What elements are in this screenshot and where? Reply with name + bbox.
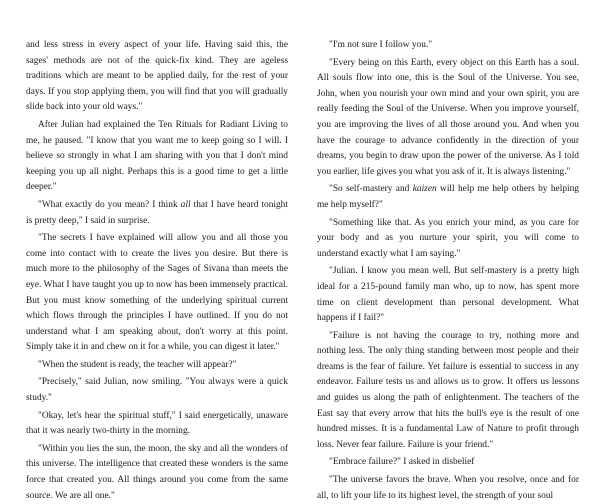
left-paragraph-7: "Okay, let's hear the spiritual stuff," I said energetically, unaware that it was nearly two-thirty in the morning. xyxy=(26,410,288,437)
left-page xyxy=(26,38,288,504)
right-paragraph-5: "Julian. I know you mean well. But self-mastery is a pretty high ideal for a 215-pound family man who, up to now, has spent more time on client development than personal development. What happens if I fail?" xyxy=(317,266,579,324)
right-paragraph-7: "Embrace failure?" I asked in disbelief xyxy=(329,457,475,468)
right-page xyxy=(317,38,579,504)
left-paragraph-4: "The secrets I have explained will allow you and all those you come into contact with to create the lives you desire. But there is much more to the philosophy of the Sages of Sivana than meets the eye. What I have taught you up to now has been immensely practical. But you must know something of the underlying spiritual current which flows through the principles I have outlined. If you do not understand what I am speaking about, don't worry at this point. Simply take it in and chew on it for a while, you can digest it later." xyxy=(26,233,288,353)
right-paragraph-4: "Something like that. As you enrich your mind, as you care for your body and as you nurture your spirit, you will come to understand exactly what I am saying." xyxy=(317,217,579,259)
left-paragraph-6: "Precisely," said Julian, now smiling. "You always were a quick study." xyxy=(26,377,288,404)
right-paragraph-3: "So self-mastery and kaizen will help me help others by helping me help myself?" xyxy=(317,184,579,210)
left-paragraph-5: "When the student is ready, the teacher will appear?" xyxy=(38,359,237,370)
left-paragraph-1: and less stress in every aspect of your life. Having said this, the sages' methods are not of the quick-fix kind. They are ageless traditions which are meant to be applied daily, for the rest of your days. If you stop applying them, you will find that you will gradually slide back into your old ways." xyxy=(26,40,288,113)
right-paragraph-6: "Failure is not having the courage to try, nothing more and nothing less. The only thing standing between most people and their dreams is the fear of failure. Yet failure is essential to success in any endeavor. Failure tests us and allows us to grow. It offers us lessons and guides us along the path of enlightenment. The teachers of the East say that every arrow that hits the bull's eye is the result of one hundred misses. It is a fundamental Law of Nature to profit through loss. Never fear failure. Failure is your friend." xyxy=(317,330,579,450)
right-paragraph-8: "The universe favors the brave. When you resolve, once and for all, to lift your life to its highest level, the strength of your soul xyxy=(317,475,579,501)
left-paragraph-3: "What exactly do you mean? I think all that I have heard tonight is pretty deep," I said in surprise. xyxy=(26,199,288,226)
left-paragraph-2: After Julian had explained the Ten Rituals for Radiant Living to me, he paused. "I know that you want me to keep going so I will. I believe so strongly in what I am sharing with you that I don't mind keeping you up all night. Perhaps this is a good time to get a little deeper." xyxy=(26,119,288,193)
left-paragraph-8: "Within you lies the sun, the moon, the sky and all the wonders of this universe. The intelligence that created these wonders is the same force that created you. All things around you come from the same source. We are all one." xyxy=(26,443,288,501)
right-paragraph-1: "I'm not sure I follow you." xyxy=(329,40,433,50)
right-paragraph-2: "Every being on this Earth, every object on this Earth has a soul. All souls flow into one, this is the Soul of the Universe. You see, John, when you nourish your own mind and your own spirit, you are really feeding the Soul of the Universe. When you improve yourself, you are improving the lives of all those around you. And when you have the courage to advance confidently in the direction of your dreams, you begin to draw upon the power of the universe. As I told you earlier, life gives you what you ask of it. It is always listening." xyxy=(317,57,579,177)
